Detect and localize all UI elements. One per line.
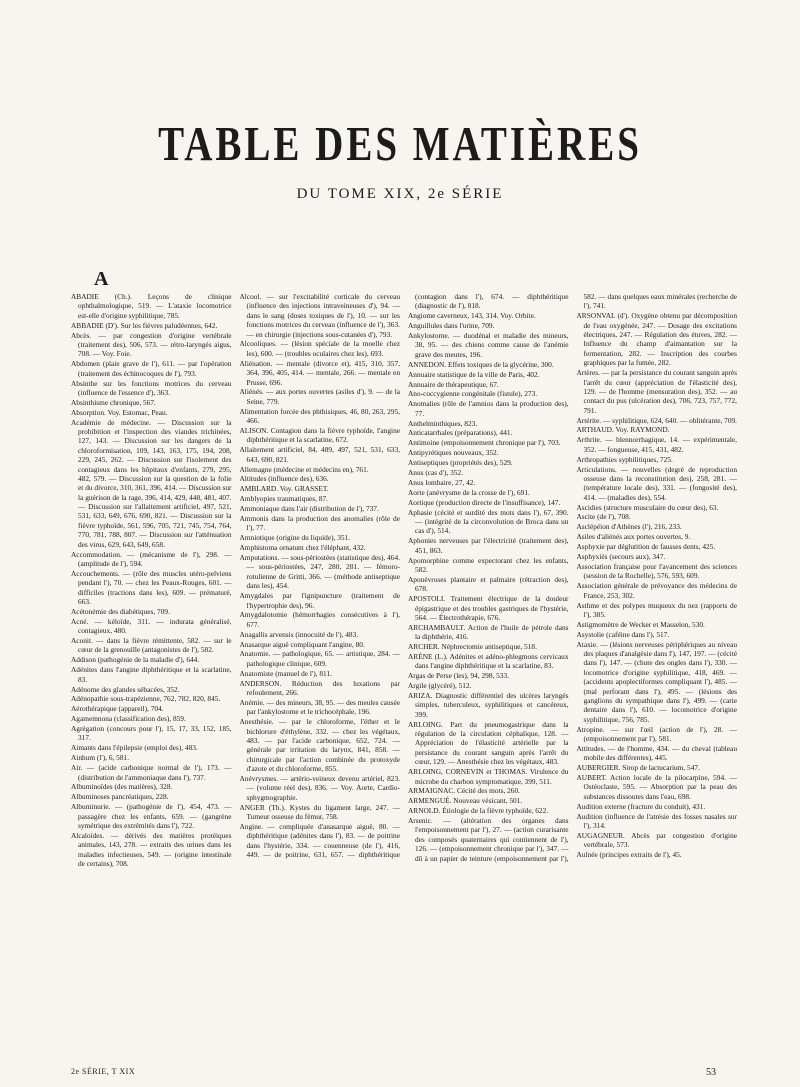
index-entry: Agamemnona (classification des), 859.	[71, 714, 186, 724]
index-entry: Air. — (acide carbonique normal de l'), 173. — (distribution de l'ammoniaque dans l'), 737.	[71, 763, 232, 782]
footer-series: 2e SÉRIE, T XIX	[71, 1067, 136, 1076]
index-entry: Aérothérapique (appareil), 704.	[71, 704, 164, 714]
index-entry: ARMAIGNAC. Cécité des mots, 260.	[408, 786, 520, 796]
index-entry: Adénome des glandes sébacées, 352.	[71, 684, 180, 694]
index-entry: Altitudes (influence des), 636.	[239, 474, 329, 484]
index-entry: Asthme et des polypes muqueux du nez (rapports de l'), 385.	[576, 600, 737, 619]
index-entry: Angine. — compliquée d'anasarque aiguë, 80. — diphthéritique (adénites dans l'), 83. — de poitrine dans l'hystérie, 334. — couenneuse (de l'), 416, 449. — de poitrine, 631, 657. — diphthéritique (contagion dans l'), 674. — diphthéritique (diagnostic de l'), 818.	[239, 292, 569, 860]
index-entry: Anasarque aiguë compliquant l'angine, 80.	[239, 639, 365, 649]
index-columns	[71, 292, 737, 1062]
index-entry: Absinthe sur les fonctions motrices du cerveau (influence de l'essence d'), 363.	[71, 378, 232, 397]
index-entry: ABADIE (Ch.). Leçons de clinique ophthalmologique, 519. — L'ataxie locomotrice est-elle d'origine syphilitique, 785.	[71, 292, 232, 320]
index-entry: Abcès. — par congestion d'origine vertébrale (traitement des), 506, 573. — rétro-laryngés aigus, 708. — Voy. Foie.	[71, 330, 232, 359]
index-entry: Anticatarrhales (préparations), 441.	[408, 428, 513, 438]
index-entry: Absorption. Voy. Estomac, Peau.	[71, 407, 168, 417]
index-entry: Asystolie (caféine dans l'), 517.	[576, 629, 670, 639]
index-entry: Antipyrétiques nouveaux, 352.	[408, 448, 499, 458]
index-entry: Amygdalotomie (hémorrhagies consécutives à l'), 677.	[239, 610, 400, 629]
index-entry: Audition (influence de l'atrésie des fosses nasales sur l'), 314.	[576, 811, 737, 830]
index-entry: Albuminurie. — (pathogénie de l'), 454, 473. — passagère chez les enfants, 659. — (gangrène symétrique des extrémités dans l'), 722.	[71, 802, 232, 830]
index-entry: ANDERSON. Réduction des luxations par refoulement, 266.	[239, 678, 400, 698]
index-entry: Alcaloïdes. — dérivés des matières protéiques animales, 143, 278. — extraits des urines dans les maladies infectieuses, 549. — (origine intestinale de certains), 708.	[71, 830, 232, 869]
index-entry: Anesthésie. — par le chloroforme, l'éther et le bichlorure d'éthylène, 332. — chez les végétaux, 483. — par l'acide carbonique, 652, 724. — générale par irritation du larynx, 841, 858. — chirurgicale par l'action combinée du protoxyde d'azote et du chloroforme, 855.	[239, 717, 400, 774]
index-entry: Arsenic. — (altération des organes dans l'empoisonnement par l'), 27. — (action curarisante des composés quaternaires qui contiennent de l'), 126. — (empoisonnement chronique par l'), 347. — dû à un papier de teinture (empoisonnement par l'), 582. — dans quelques eaux minérales (recherche de l'), 741.	[408, 292, 737, 863]
index-entry: Articulations. — nouvelles (degré de reproduction osseuse dans la reconstitution des), 258, 281. — (température locale des), 331. — (fongosité des), 414. — (maladies des), 554.	[576, 464, 737, 502]
index-entry: Aliénation. — mentale (divorce et), 415, 310, 357, 364, 396, 405, 414. — mentale, 266. — mentale en Prusse, 696.	[239, 358, 400, 387]
index-entry: Artérite. — syphilitique, 624, 640. — oblitérante, 709.	[576, 415, 738, 425]
index-entry: ALISON. Contagion dans la fièvre typhoïde, l'angine diphthéritique et la scarlatine, 672.	[239, 425, 400, 445]
index-entry: Amygdales par l'ignipuncture (traitement de l'hypertrophie des), 96.	[239, 591, 400, 610]
index-entry: Agrégation (concours pour l'), 15, 17, 33, 152, 185, 317.	[71, 724, 232, 743]
index-entry: Atropine. — sur l'œil (action de l'), 28. — (empoisonnement par l'), 581.	[576, 724, 737, 743]
index-entry: Adénites dans l'angine diphthéritique et la scarlatine, 83.	[71, 665, 232, 684]
index-entry: AMBLARD. Voy. GRASSET.	[239, 484, 329, 494]
index-entry: Ataxie. — (lésions nerveuses périphériques au niveau des plaques d'analgésie dans l'), 147, 197. — (cécité dans l'), 147. — (chute des ongles dans l'), 330. — locomotrice d'origine syphilitique, 418, 469. — (accidents apoplectiformes compliquant l'), 485. — (mal perforant dans l'), 495. — (lésions des ganglions du sympathique dans l'), 499. — (carie dentaire dans l'), 610. — locomotrice d'origine syphilitique, 756, 785.	[576, 639, 737, 724]
index-entry: Allemagne (médecine et médecins en), 761.	[239, 464, 369, 474]
index-entry: Annuaire statistique de la ville de Paris, 402.	[408, 369, 540, 379]
index-entry: Annuaire de thérapeutique, 67.	[408, 379, 499, 389]
index-entry: Asphyxiés (secours aux), 347.	[576, 552, 666, 562]
index-entry: Attitudes. — de l'homme, 434. — du cheval (tableau mobile des différentes), 445.	[576, 743, 737, 763]
index-entry: Asiles d'aliénés aux portes ouvertes, 9.	[576, 532, 691, 542]
index-entry: Aliénés. — aux portes ouvertes (asiles d'), 9. — de la Seine, 779.	[239, 387, 400, 406]
index-entry: Albuminoïdes (des matières), 328.	[71, 782, 173, 792]
index-entry: Association générale de prévoyance des médecins de France, 253, 302.	[576, 581, 737, 600]
index-entry: Arthropathies syphilitiques, 725.	[576, 454, 673, 464]
index-entry: Amphistoma ornatum chez l'éléphant, 432.	[239, 543, 366, 553]
index-entry: Anus (cas d'), 352.	[408, 468, 463, 478]
index-entry: Anatomie. — pathologique, 65. — artistique, 284. — pathologique clinique, 609.	[239, 649, 400, 668]
section-letter: A	[94, 268, 109, 290]
index-entry: Académie de médecine. — Discussion sur la prohibition et l'inspection des viandes trichinées, 127, 143. — Discussion sur les dangers de la chloroformisation, 109, 143, 163, 175, 194, 208, 229, 245, 262. — Discussion sur l'isolement des contagieux dans les hôpitaux d'enfants, 279, 295, 482, 579. — Discussion sur la question de la folie et du divorce, 310, 361, 396, 414. — Discussion sur la guérison de la rage, 396, 414, 429, 448, 481, 407. — Discussion sur l'allaitement artificiel, 497, 521, 531, 633, 649, 676, 690, 821. — Discussion sur la fièvre typhoïde, 561, 596, 705, 721, 745, 754, 764, 770, 781, 788, 807. — Discussion sur l'atténuation des virus, 629, 643, 649, 658.	[71, 417, 232, 549]
index-entry: Ammoniaque dans l'air (distribution de l'), 737.	[239, 504, 379, 514]
index-entry: Anatomiste (manuel de l'), 811.	[239, 668, 332, 678]
index-entry: Ascidies (structure musculaire du cœur des), 63.	[576, 502, 719, 512]
index-entry: Anomalies (rôle de l'amnios dans la production des), 77.	[408, 399, 569, 418]
index-entry: Amputations. — sous-périostées (statistique des), 464. — sous-périostées, 247, 280, 281. — fémoro-rotulienne de Gritti, 366. — (méthode antiseptique dans les), 454.	[239, 553, 400, 591]
index-entry: ARMENGUÉ. Nouveau vésicant, 501.	[408, 796, 523, 806]
index-entry: Aconit. — dans la fièvre rémittente, 582. — sur le cœur de la grenouille (antagonistes de l'), 582.	[71, 636, 232, 655]
index-entry: Asclépéion d'Athènes (l'), 216, 233.	[576, 522, 682, 532]
index-entry: Arthrite. — blennorrhagique, 14. — expérimentale, 352. — fongueuse, 415, 431, 482.	[576, 435, 737, 454]
index-entry: Apomorphine comme expectorant chez les enfants, 582.	[408, 555, 569, 574]
index-entry: Anguillules dans l'urine, 709.	[408, 321, 495, 331]
index-entry: Antimoine (empoisonnement chronique par l'), 703.	[408, 438, 561, 448]
index-entry: ARSONVAL (d'). Oxygène obtenu par décomposition de l'eau oxygénée, 247. — Dosage des excitations électriques, 247. — Régulation des étuves, 282. — Influence du champ d'aimantation sur la fermentation, 282. — Inscription des courbes graphiques par la fumée, 282.	[576, 311, 737, 368]
index-entry: ARTHAUD. Voy. RAYMOND.	[576, 425, 670, 435]
index-entry: AUBERGIER. Sirop de lactucarium, 547.	[576, 763, 700, 773]
index-entry: Artères. — par la persistance du courant sanguin après l'arrêt du cœur (appréciation de l'élasticité des), 129. — de l'homme (mensuration des), 352. — au contact du pus (ulcération des), 706, 723, 757, 772, 791.	[576, 368, 737, 415]
index-entry: Albuminoses pancréatiques, 228.	[71, 792, 169, 802]
index-entry: Angiome caverneux, 143, 314. Voy. Orbite.	[408, 311, 536, 321]
index-entry: ARCHER. Néphrectomie antiseptique, 518.	[408, 642, 537, 652]
index-entry: Audition externe (fracture du conduit), 431.	[576, 801, 706, 811]
index-entry: Argile (glycéré), 512.	[408, 681, 472, 691]
index-entry: ARIZA. Diagnostic différentiel des ulcères laryngés simples, tuberculeux, syphilitiques et cancéreux, 399.	[408, 691, 569, 719]
index-entry: Alimentation forcée des phthisiques, 46, 80, 263, 295, 466.	[239, 406, 400, 426]
index-entry: Anagallis arvensis (innocuité de l'), 483.	[239, 629, 359, 639]
index-entry: Adénopathie sous-trapézienne, 762, 782, 820, 845.	[71, 694, 221, 704]
index-entry: ANGER (Th.). Kystes du ligament large, 247. — Tumeur osseuse du fémur, 758.	[239, 802, 400, 822]
page-subtitle: DU TOME XIX, 2e SÉRIE	[296, 186, 504, 202]
index-entry: Ainhum (l'), 6, 581.	[71, 753, 130, 763]
index-entry: Asphyxie par déglutition de fausses dents, 425.	[576, 542, 716, 552]
index-entry: Ascite (de l'), 708.	[576, 512, 631, 522]
index-entry: Aphasie (cécité et surdité des mots dans l'), 67, 390. — (intégrité de la circonvolution de Broca dans un cas d'), 514.	[408, 507, 569, 536]
footer-signature: 53	[706, 1067, 716, 1078]
index-entry: ARNOLD. Étiologie de la fièvre typhoïde, 622.	[408, 806, 549, 816]
index-entry: Ankylostome. — duodénal et maladie des mineurs, 38, 95. — des chiens comme cause de l'anémie grave des meutes, 196.	[408, 331, 569, 359]
index-entry: AUBERT. Action locale de la pilocarpine, 594. — Ostéoclaste, 595. — Absorption par la peau des substances dissoutes dans l'eau, 698.	[576, 773, 737, 801]
index-entry: Amniotique (origine du liquide), 351.	[239, 533, 351, 543]
index-entry: Aponévroses plantaire et palmaire (rétraction des), 678.	[408, 574, 569, 594]
index-entry: Aortique (production directe de l'insuffisance), 147.	[408, 497, 561, 507]
index-entry: Alcooliques. — (lésion spéciale de la moelle chez les), 600. — (troubles oculaires chez les), 693.	[239, 339, 400, 358]
index-entry: Accommodation. — (mécanisme de l'), 298. — (amplitude de l'), 594.	[71, 549, 232, 568]
index-entry: Antiseptiques (propriétés des), 529.	[408, 458, 513, 468]
index-entry: Accouchements. — (rôle des muscles utéro-pelviens pendant l'), 70. — chez les Peaux-Rouges, 601. — difficiles (tractions dans les), 609. — prématuré, 663.	[71, 568, 232, 606]
index-entry: Acétonémie des diabétiques, 709.	[71, 606, 170, 616]
index-entry: Aimants dans l'épilepsie (emploi des), 483.	[71, 743, 198, 753]
index-entry: Argas de Perse (les), 94, 298, 533.	[408, 671, 510, 681]
index-entry: Allaitement artificiel, 84, 489, 497, 521, 531, 633, 643, 690, 821.	[239, 445, 400, 464]
index-entry: Association française pour l'avancement des sciences (session de la Rochelle), 576, 593, 609.	[576, 561, 737, 581]
index-entry: ARÈNE (L.). Adénites et adéno-phlegmons cervicaux dans l'angine diphthéritique et la scarlatine, 83.	[408, 651, 569, 671]
index-entry: Aorte (anévrysme de la crosse de l'), 691.	[408, 487, 530, 497]
index-entry: Addison (pathogénie de la maladie d'), 644.	[71, 655, 200, 665]
index-entry: Anémie. — des mineurs, 38, 95. — des meules causée par l'ankylostome et le trichocéphale, 196.	[239, 697, 400, 717]
index-entry: Astigmomètre de Wecker et Masselon, 530.	[576, 619, 705, 629]
index-entry: Abdomen (plaie grave de l'), 611. — par l'opération (traitement des échinocoques de l'), 793.	[71, 359, 232, 378]
index-entry: Anus lombaire, 27, 42.	[408, 477, 476, 487]
index-entry: Acné. — kéloïde, 311. — indurata généralisé, contagieux, 480.	[71, 616, 232, 636]
index-entry: Ano-coccygienne congénitale (fistule), 273.	[408, 389, 538, 399]
index-entry: AUGAGNEUR. Abcès par congestion d'origine vertébrale, 573.	[576, 830, 737, 850]
index-entry: ARCHAMBAULT. Action de l'huile de pétrole dans la diphthérie, 416.	[408, 622, 569, 642]
index-entry: Absinthisme chronique, 567.	[71, 397, 156, 407]
index-entry: APOSTOLI. Traitement électrique de la douleur épigastrique et des troubles gastriques de l'hystérie, 564. — Électrothérapie, 676.	[408, 594, 569, 622]
page-title: TABLE DES MATIÈRES	[158, 117, 642, 172]
index-entry: ARLOING, CORNEVIN et THOMAS. Virulence du microbe du charbon symptomatique, 399, 511.	[408, 767, 569, 786]
index-entry: Ammonis dans la production des anomalies (rôle de l'), 77.	[239, 513, 400, 533]
index-entry: Aphonies nerveuses par l'électricité (traitement des), 451, 863.	[408, 536, 569, 555]
index-entry: Anévrysmes. — artério-veineux devenu artériel, 823. — (volume réel des), 836. — Voy. Aorte, Cardio-sphygmographie.	[239, 774, 400, 802]
index-entry: Aulnée (principes extraits de l'), 45.	[576, 850, 682, 860]
index-entry: ABBADIE (D'). Sur les fièvres paludéennes, 642.	[71, 320, 218, 330]
index-entry: ANNEDON. Effets toxiques de la glycérine, 300.	[408, 359, 554, 369]
index-entry: Anthelminthiques, 823.	[408, 418, 478, 428]
index-entry: Alcool. — sur l'excitabilité corticale du cerveau (influence des injections intraveineuses d'), 94. — dans le sang (doses toxiques de l'), 10. — sur les fonctions motrices du cerveau (influence de l'), 363. — en chirurgie (injections sous-cutanées d'), 793.	[239, 292, 400, 339]
index-entry: ARLOING. Part du pneumogastrique dans la régulation de la circulation céphalique, 128. — Appréciation de l'élasticité artérielle par la persistance du courant sanguin après l'arrêt du cœur, 129. — Anesthésie chez les végétaux, 483.	[408, 719, 569, 767]
index-entry: Amblyopies traumatiques, 87.	[239, 494, 329, 504]
